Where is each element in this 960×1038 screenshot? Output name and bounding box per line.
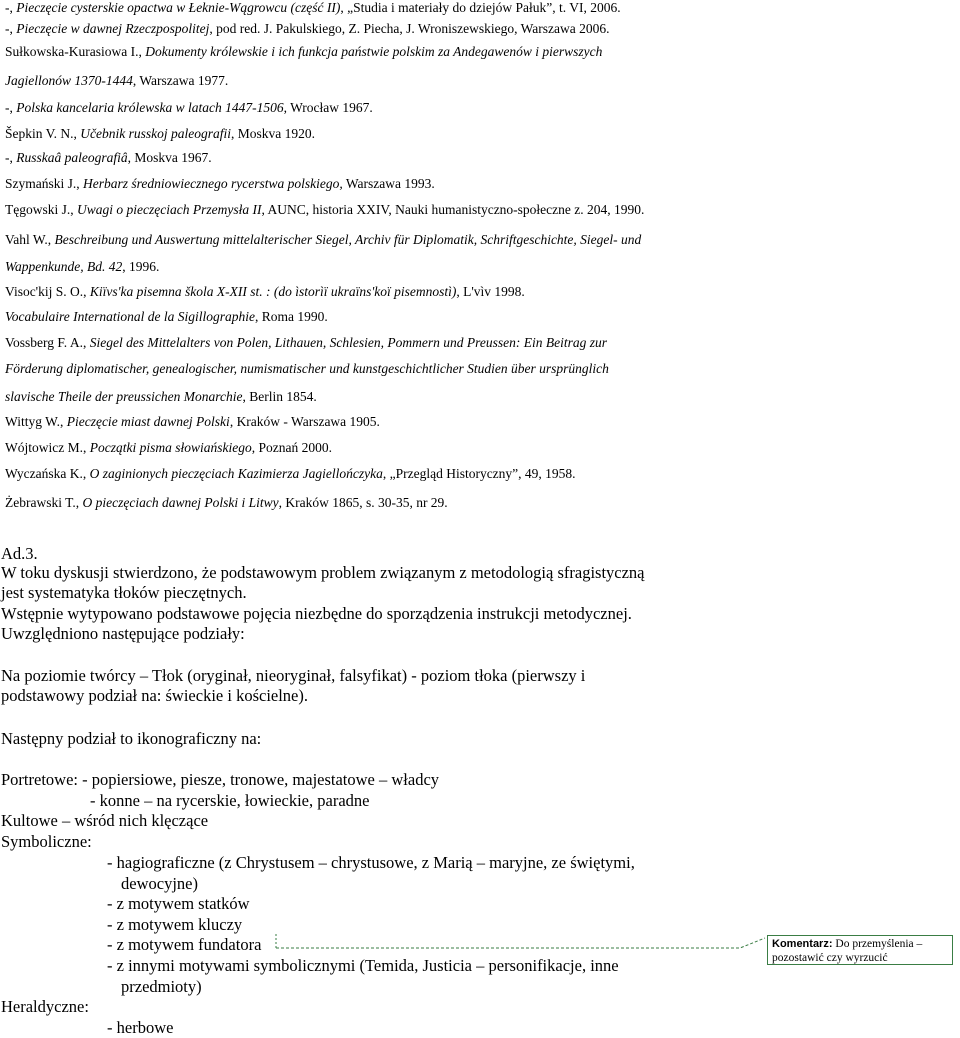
bibliography-entry [5,100,745,116]
entry-text: , pod red. J. Pakulskiego, Z. Piecha, J. Wroniszewskiego, Warszawa 2006. [209,21,610,36]
entry-text: Šepkin V. N., [5,126,81,141]
comment-text: Do przemyślenia – pozostawić czy wyrzucić [772,938,923,964]
entry-title: Pieczęcie cysterskie opactwa w Łeknie-Wągrowcu (część II) [16,0,341,15]
entry-text: Warszawa 1993. [342,176,435,191]
entry-text: , Moskva 1967. [127,150,212,165]
bibliography-entry [5,21,745,37]
entry-title: Učebnik russkoj paleografii [80,126,231,141]
bibliography-entry [5,202,745,218]
entry-text: , Wrocław 1967. [283,100,373,115]
paragraph-line: podstawowy podział na: świeckie i kościelne). [1,686,308,705]
entry-text: , Berlin 1854. [242,389,317,404]
entry-title: Beschreibung und Auswertung mittelalterischer Siegel, Archiv für Diplomatik, Schriftgeschichte, Siegel- und [54,232,642,247]
bibliography-entry [5,0,745,16]
list-item: - z motywem fundatora [107,935,262,954]
list-item: - z motywem statków [107,894,250,913]
entry-text: , Kraków 1865, s. 30-35, nr 29. [278,495,448,510]
list-item: - herbowe [107,1018,174,1037]
entry-title: O pieczęciach dawnej Polski i Litwy [82,495,279,510]
bibliography-entry [5,389,745,405]
entry-title: Förderung diplomatischer, genealogischer, numismatischer und kunstgeschichtlicher Studien über ursprünglich [5,361,609,376]
bibliography-entry [5,361,745,377]
list-item: Heraldyczne: [1,997,89,1016]
paragraph-line: Uwzględniono następujące podziały: [1,624,245,643]
entry-title: Vocabulaire International de la Sigillographie [5,309,255,324]
entry-text: Tęgowski J., [5,202,77,217]
entry-title: Uwagi o pieczęciach Przemysła II [77,202,262,217]
bibliography-entry [5,495,745,511]
entry-title: Wappenkunde, Bd. 42 [5,259,123,274]
list-item: - z motywem kluczy [107,915,243,934]
entry-text: Sułkowska-Kurasiowa I., [5,44,146,59]
list-item: - konne – na rycerskie, łowieckie, paradne [90,791,370,810]
entry-text: , L'vìv 1998. [456,284,525,299]
entry-title: Początki pisma słowiańskiego [89,440,252,455]
entry-title: Polska kancelaria królewska w latach 1447-1506 [16,100,284,115]
bibliography-entry [5,466,745,482]
entry-text: -, [5,100,17,115]
entry-text: Wyczańska K., [5,466,90,481]
entry-text: , „Studia i materiały do dziejów Pałuk”, t. VI, 2006. [340,0,621,15]
entry-text: -, [5,150,17,165]
paragraph-line: Następny podział to ikonograficzny na: [1,729,262,748]
entry-title: Siegel des Mittelalters von Polen, Lithauen, Schlesien, Pommern und Preussen: Ein Beitrag zur [89,335,607,350]
paragraph-line: jest systematyka tłoków pieczętnych. [1,583,247,602]
comment-label: Komentarz: [772,938,833,950]
bibliography-entry [5,309,745,325]
bibliography-entry [5,335,745,351]
entry-text: , Moskva 1920. [231,126,315,141]
entry-text: Wójtowicz M., [5,440,90,455]
bibliography-entry [5,259,745,275]
bibliography-entry [5,73,745,89]
entry-text: Vahl W., [5,232,55,247]
entry-text: -, [5,0,17,15]
bibliography-entry [5,150,745,166]
entry-text: , Warszawa 1977. [132,73,229,88]
list-item: przedmioty) [121,977,202,996]
list-item: Kultowe – wśród nich klęczące [1,811,209,830]
entry-title: Herbarz średniowiecznego rycerstwa polskiego, [83,176,343,191]
entry-text: , Kraków - Warszawa 1905. [229,414,380,429]
entry-text: , 1996. [122,259,160,274]
list-item: - z innymi motywami symbolicznymi (Temida, Justicia – personifikacje, inne [107,956,619,975]
entry-title: Jagiellonów 1370-1444 [5,73,133,88]
paragraph-line: W toku dyskusji stwierdzono, że podstawowym problem związanym z metodologią sfragistyczną [1,563,645,582]
bibliography-entry [5,284,745,300]
entry-text: , „Przegląd Historyczny”, 49, 1958. [382,466,576,481]
entry-text: Wittyg W., [5,414,67,429]
entry-title: Pieczęcie miast dawnej Polski [66,414,230,429]
entry-text: Szymański J., [5,176,84,191]
paragraph-line: Na poziomie twórcy – Tłok (oryginał, nieoryginał, falsyfikat) - poziom tłoka (pierwszy i [1,666,586,685]
entry-title: O zaginionych pieczęciach Kazimierza Jagiellończyka [89,466,383,481]
bibliography-entry [5,232,745,248]
section-heading: Ad.3. [1,544,38,563]
bibliography-entry [5,414,745,430]
list-item: dewocyjne) [121,874,198,893]
list-item: - hagiograficzne (z Chrystusem – chrystusowe, z Marią – maryjne, ze świętymi, [107,853,635,872]
comment-balloon[interactable] [767,935,953,965]
entry-text: Visoc'kij S. O., [5,284,90,299]
bibliography-entry [5,44,745,60]
bibliography-entry [5,126,745,142]
entry-text: , Roma 1990. [254,309,328,324]
entry-text: Vossberg F. A., [5,335,90,350]
entry-text: , Poznań 2000. [251,440,332,455]
paragraph-line: Wstępnie wytypowano podstawowe pojęcia niezbędne do sporządzenia instrukcji metodycznej. [1,604,632,623]
bibliography-entry [5,440,745,456]
entry-title: Russkaâ paleografiâ [16,150,128,165]
entry-text: -, [5,21,17,36]
list-item: Symboliczne: [1,832,92,851]
list-item: Portretowe: - popiersiowe, piesze, tronowe, majestatowe – władcy [1,770,440,789]
entry-text: , AUNC, historia XXIV, Nauki humanistyczno-społeczne z. 204, 1990. [261,202,645,217]
entry-title: Dokumenty królewskie i ich funkcja państwie polskim za Andegawenów i pierwszych [145,44,603,59]
entry-text: Żebrawski T., [5,495,83,510]
entry-title: Pieczęcie w dawnej Rzeczpospolitej [16,21,210,36]
bibliography-entry [5,176,745,192]
entry-title: Kiïvs'ka pisemna škola X-XII st. : (do ìstorìï ukraïns'koï pisemnostì) [89,284,457,299]
entry-title: slavische Theile der preussichen Monarchie [5,389,243,404]
